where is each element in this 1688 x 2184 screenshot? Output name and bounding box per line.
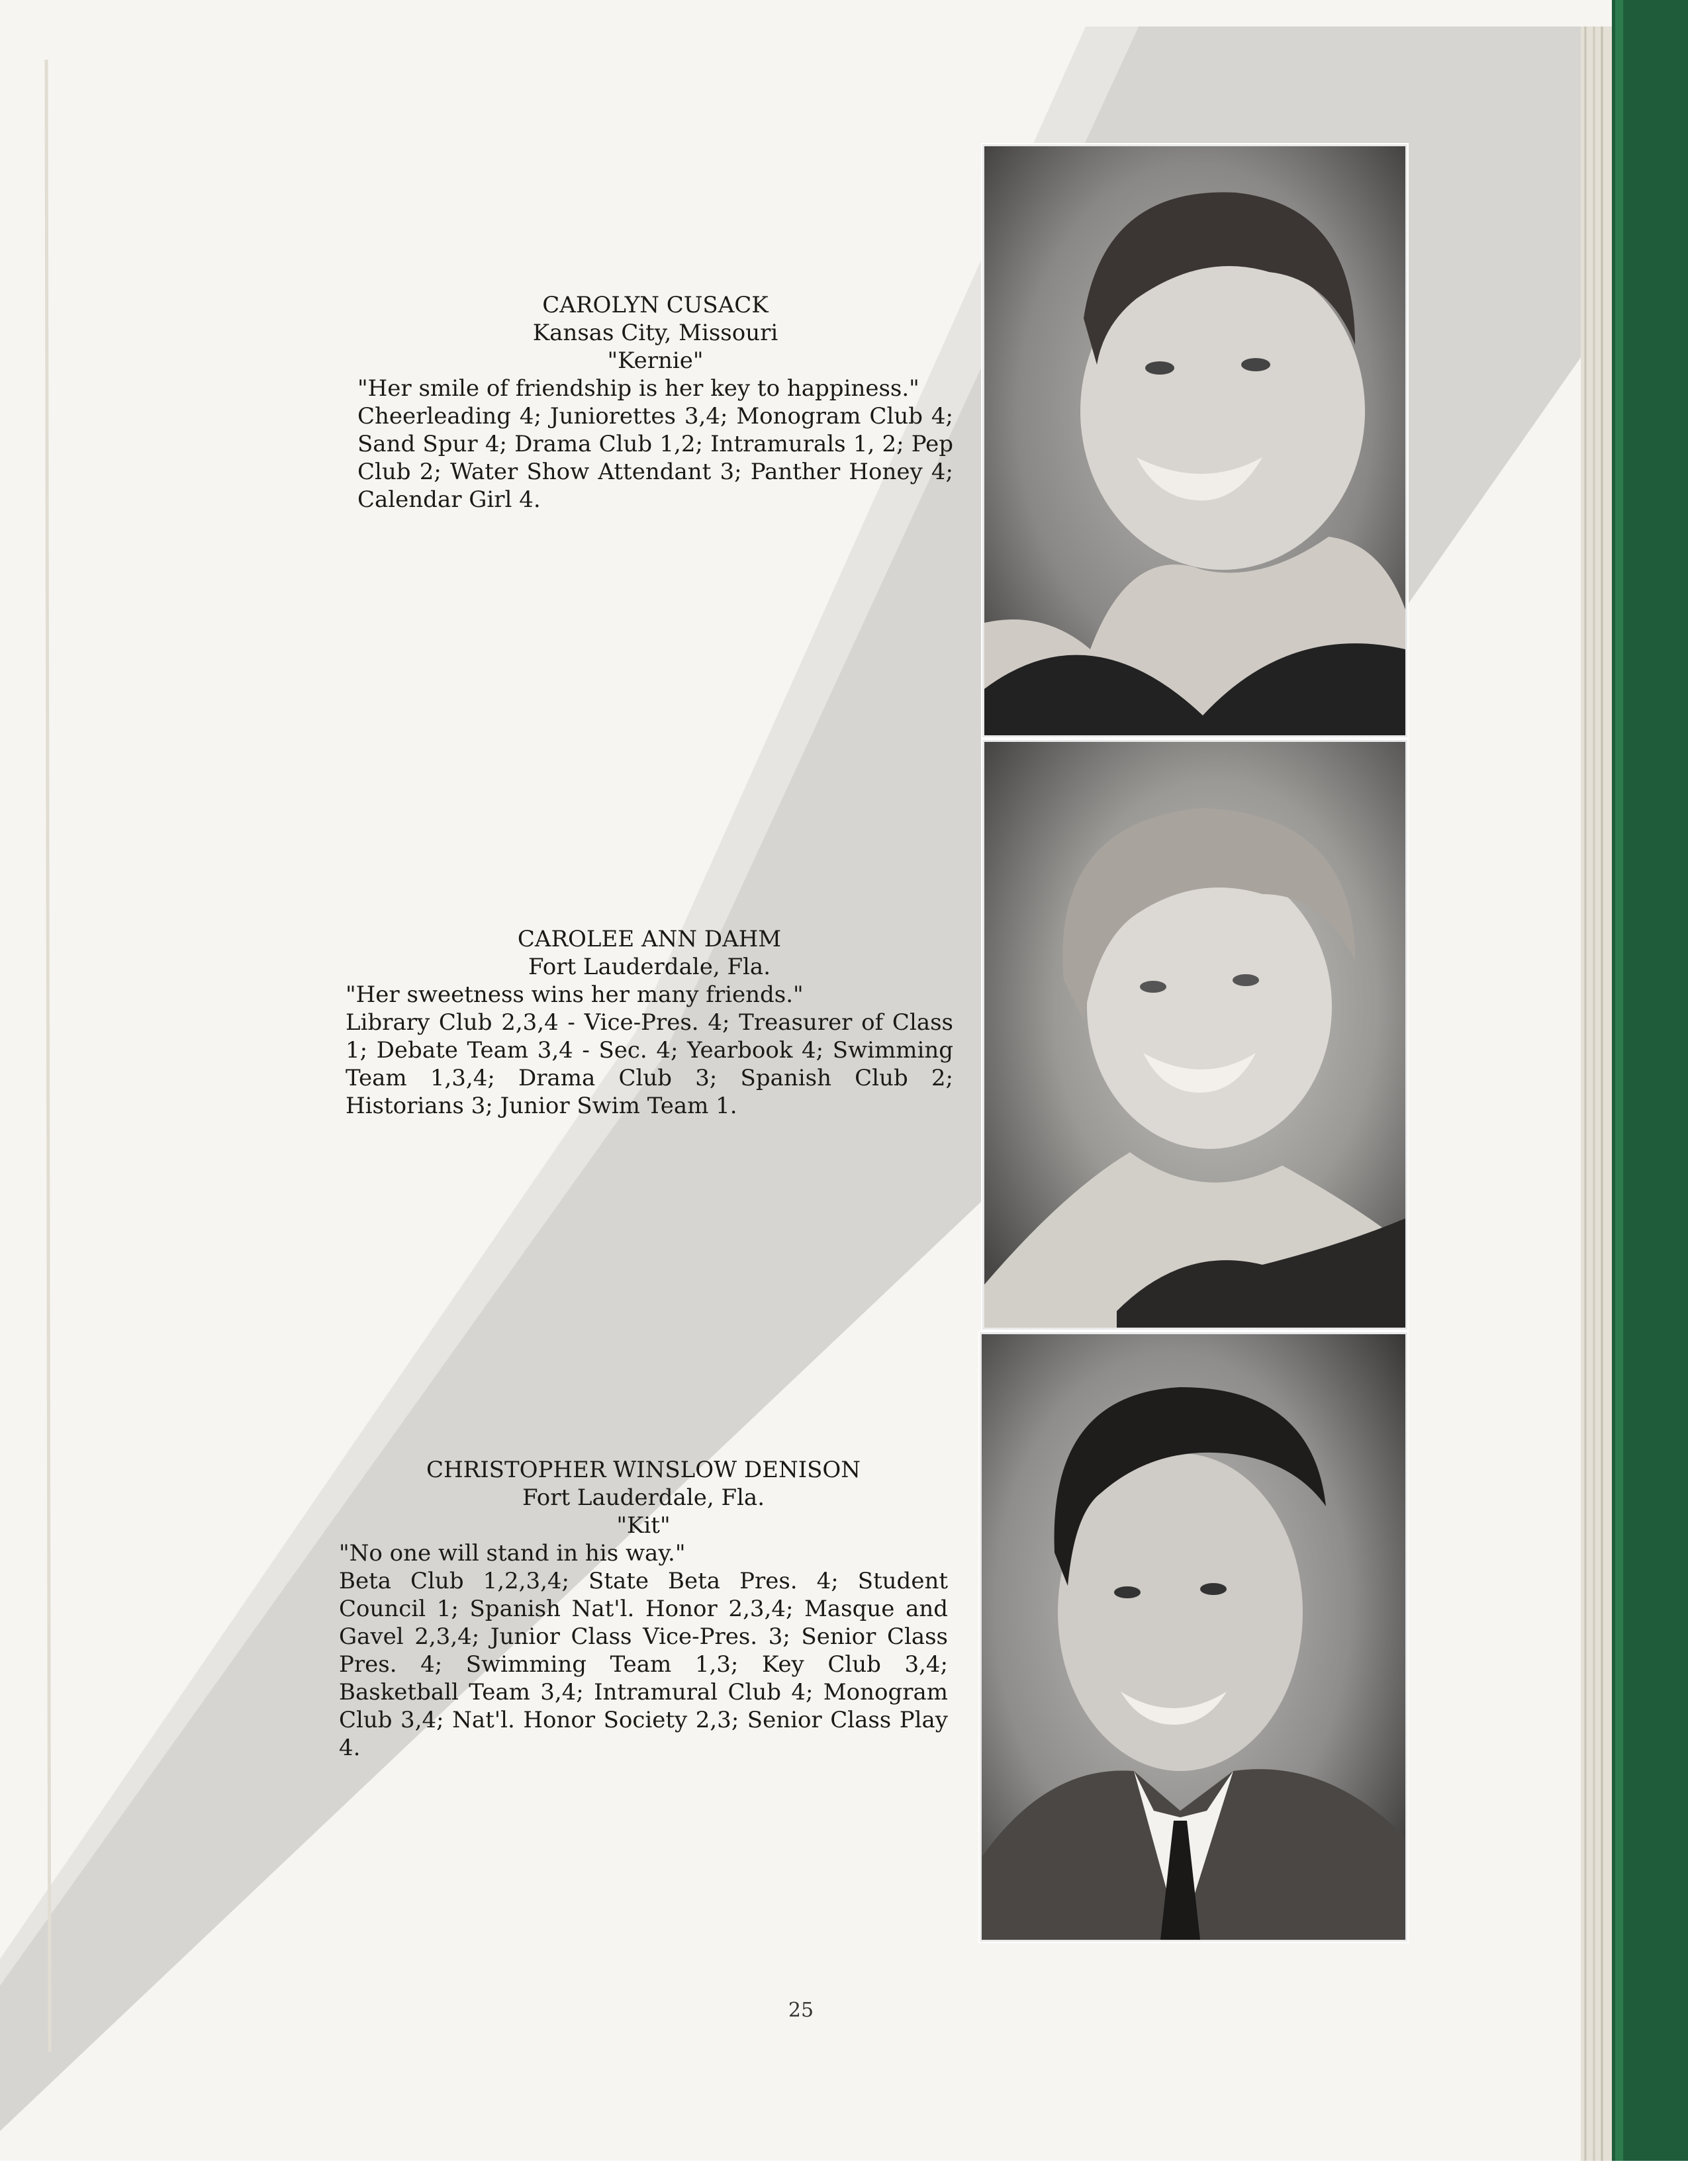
bottom-cover-edge <box>0 2161 1688 2184</box>
student-nickname: "Kernie" <box>607 347 704 374</box>
student-activities: Cheerleading 4; Juniorettes 3,4; Monogram Club 4; Sand Spur 4; Drama Club 1,2; Intramurals 1, 2; Pep Club 2; Water Show Attendant 3; Panther Honey 4; Calendar Girl 4. <box>357 403 953 513</box>
student-name: CAROLYN CUSACK <box>542 292 769 318</box>
page-number: 25 <box>788 1999 814 2022</box>
student-quote: "Her smile of friendship is her key to happiness." <box>357 375 919 402</box>
student-hometown: Kansas City, Missouri <box>532 320 778 346</box>
portrait-photo-carolyn-cusack <box>982 144 1407 737</box>
green-cover <box>1612 0 1688 2177</box>
student-quote: "No one will stand in his way." <box>339 1540 686 1567</box>
student-hometown: Fort Lauderdale, Fla. <box>528 954 771 980</box>
student-entry-carolyn-cusack <box>357 291 953 514</box>
student-entry-carolee-ann-dahm <box>346 925 953 1120</box>
student-activities: Beta Club 1,2,3,4; State Beta Pres. 4; Student Council 1; Spanish Nat'l. Honor 2,3,4; Masque and Gavel 2,3,4; Junior Class Vice-Pres. 3; Senior Class Pres. 4; Swimming Team 1,3; Key Club 3,4; Basketball Team 3,4; Intramural Club 4; Monogram Club 3,4; Nat'l. Honor Society 2,3; Senior Class Play 4. <box>339 1568 948 1761</box>
portrait-photo-carolee-ann-dahm <box>982 740 1407 1330</box>
student-hometown: Fort Lauderdale, Fla. <box>522 1484 765 1511</box>
student-name: CHRISTOPHER WINSLOW DENISON <box>426 1457 861 1483</box>
student-activities: Library Club 2,3,4 - Vice-Pres. 4; Treasurer of Class 1; Debate Team 3,4 - Sec. 4; Yearbook 4; Swimming Team 1,3,4; Drama Club 3; Spanish Club 2; Historians 3; Junior Swim Team 1. <box>346 1009 953 1119</box>
student-nickname: "Kit" <box>616 1512 671 1539</box>
portrait-photo-christopher-winslow-denison <box>980 1332 1407 1942</box>
student-entry-christopher-winslow-denison <box>339 1456 948 1762</box>
student-name: CAROLEE ANN DAHM <box>517 926 782 952</box>
student-quote: "Her sweetness wins her many friends." <box>346 981 804 1008</box>
